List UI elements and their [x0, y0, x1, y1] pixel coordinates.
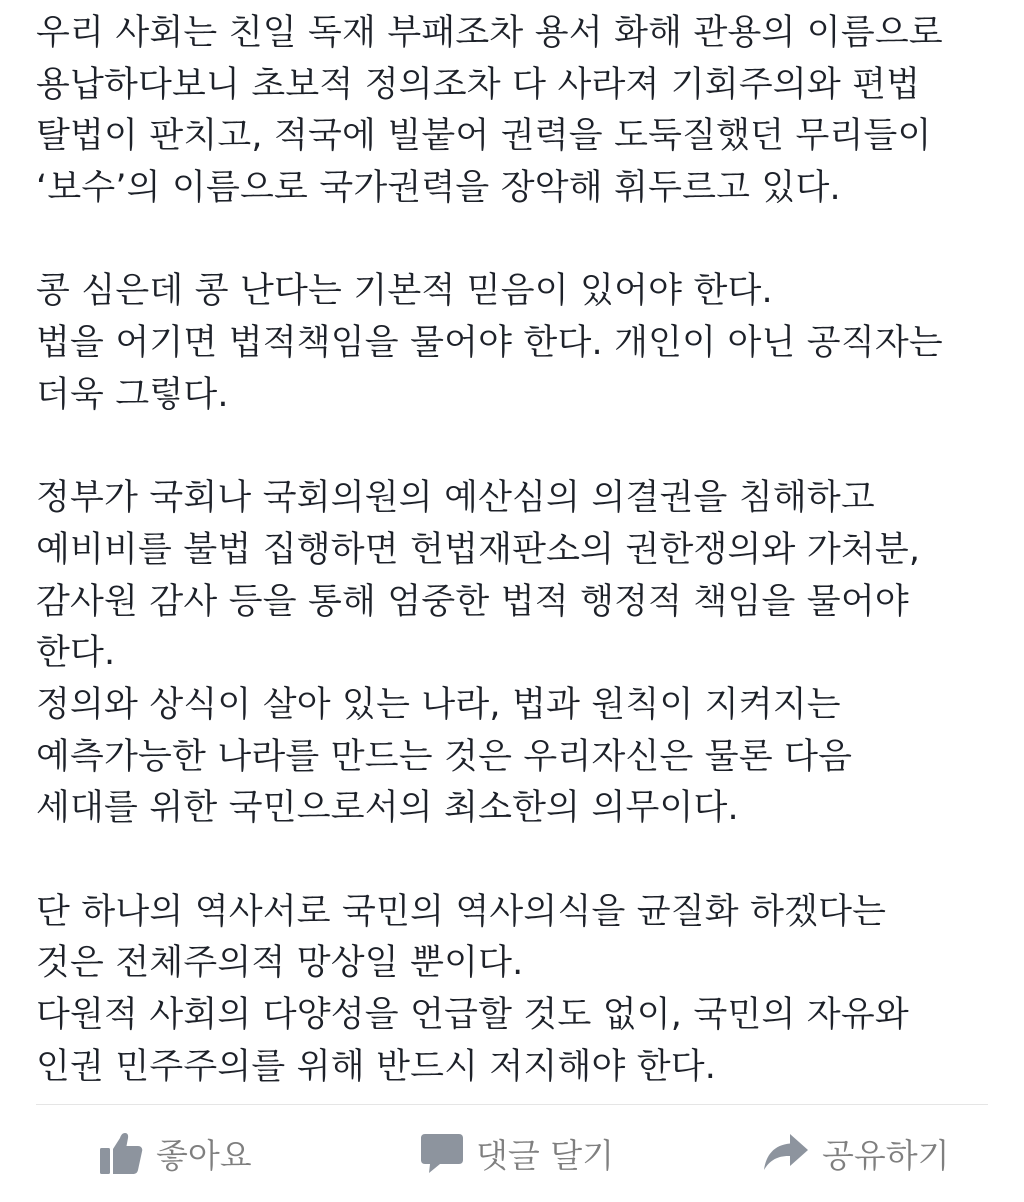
post-line: 예비비를 불법 집행하면 헌법재판소의 권한쟁의와 가처분, — [36, 529, 921, 570]
post-line: 탈법이 판치고, 적국에 빌붙어 권력을 도둑질했던 무리들이 — [36, 116, 932, 157]
comment-label: 댓글 달기 — [476, 1135, 615, 1175]
post-line-blank — [36, 215, 996, 267]
post-line: 정의와 상식이 살아 있는 나라, 법과 원칙이 지켜지는 — [36, 684, 841, 725]
post-line: ‘보수’의 이름으로 국가권력을 장악해 휘두르고 있다. — [36, 168, 841, 209]
post-line: 감사원 감사 등을 통해 엄중한 법적 행정적 책임을 물어야 — [36, 581, 909, 622]
like-button[interactable] — [98, 1123, 252, 1183]
post-body — [36, 8, 996, 1093]
post-action-bar — [0, 1105, 1024, 1202]
like-label: 좋아요 — [156, 1135, 252, 1175]
post-line: 콩 심은데 콩 난다는 기본적 믿음이 있어야 한다. — [36, 271, 773, 312]
post-line: 용납하다보니 초보적 정의조차 다 사라져 기회주의와 편법 — [36, 64, 921, 105]
share-label: 공유하기 — [822, 1135, 950, 1175]
post-line-blank — [36, 422, 996, 474]
post-line: 것은 전체주의적 망상일 뿐이다. — [36, 943, 524, 984]
post-line-blank — [36, 835, 996, 887]
post-line: 세대를 위한 국민으로서의 최소한의 의무이다. — [36, 788, 739, 829]
post-line: 예측가능한 나라를 만드는 것은 우리자신은 물론 다음 — [36, 736, 853, 777]
share-arrow-icon — [762, 1130, 810, 1176]
post-line: 한다. — [36, 633, 116, 674]
comment-bubble-icon — [420, 1130, 464, 1176]
post-line: 인권 민주주의를 위해 반드시 저지해야 한다. — [36, 1046, 717, 1087]
post-line: 정부가 국회나 국회의원의 예산심의 의결권을 침해하고 — [36, 478, 875, 519]
post-line: 우리 사회는 친일 독재 부패조차 용서 화해 관용의 이름으로 — [36, 13, 943, 53]
post-line: 법을 어기면 법적책임을 물어야 한다. 개인이 아닌 공직자는 — [36, 323, 943, 364]
share-button[interactable] — [762, 1123, 950, 1183]
post-line: 더욱 그렇다. — [36, 374, 229, 415]
post-line: 다원적 사회의 다양성을 언급할 것도 없이, 국민의 자유와 — [36, 995, 909, 1036]
thumbs-up-icon — [98, 1130, 144, 1176]
comment-button[interactable] — [420, 1123, 614, 1183]
post-line: 단 하나의 역사서로 국민의 역사의식을 균질화 하겠다는 — [36, 891, 887, 932]
